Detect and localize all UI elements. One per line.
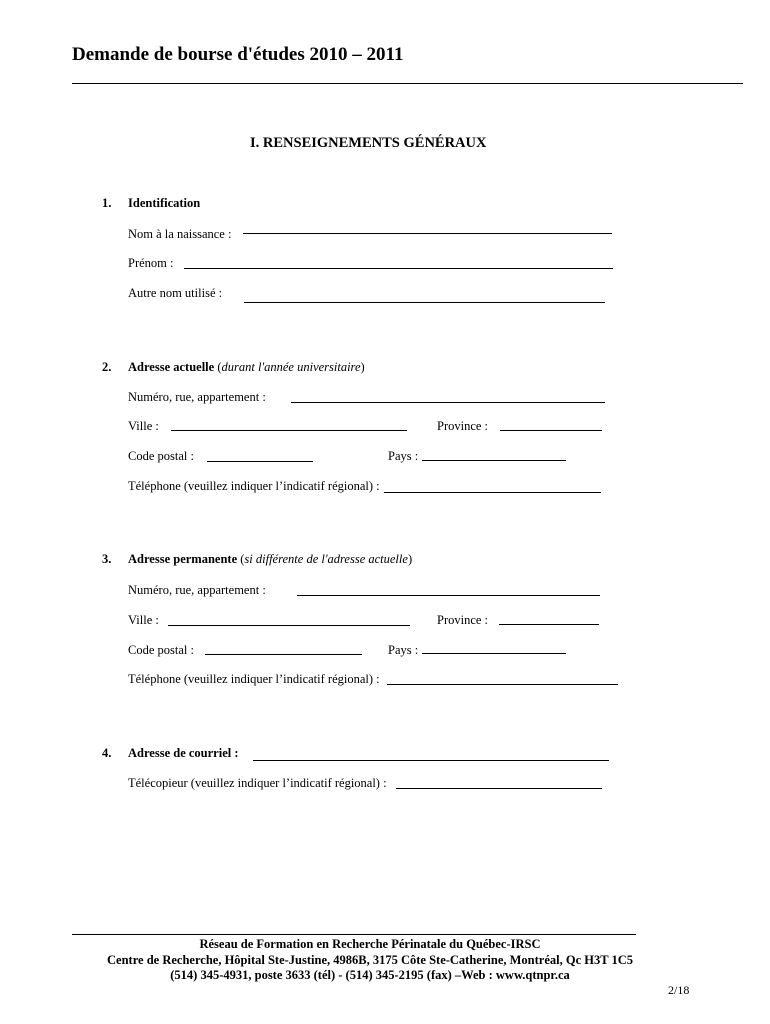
permanent-city-field[interactable] [168, 625, 410, 626]
footer-divider [72, 934, 636, 935]
permanent-city-label: Ville : [128, 613, 159, 627]
section-title: I. RENSEIGNEMENTS GÉNÉRAUX [250, 135, 487, 151]
section-2-number: 2. [102, 360, 112, 374]
permanent-phone-label: Téléphone (veuillez indiquer l’indicatif régional) : [128, 672, 380, 686]
footer-organization: Réseau de Formation en Recherche Périnatale du Québec-IRSC [199, 937, 541, 951]
section-3-heading-text: Adresse permanente [128, 552, 238, 566]
section-4-heading [128, 746, 239, 761]
section-1-heading-text: Identification [128, 196, 201, 210]
current-province-label: Province : [437, 419, 489, 433]
section-2-heading: Adresse actuelle (durant l'année universitaire) [128, 360, 365, 374]
permanent-country-field[interactable] [422, 653, 566, 654]
permanent-province-field[interactable] [499, 624, 599, 625]
section-2-heading-text: Adresse actuelle [128, 360, 215, 374]
section-3-number: 3. [102, 552, 112, 566]
current-phone-label: Téléphone (veuillez indiquer l’indicatif régional) : [128, 479, 380, 493]
email-field[interactable] [253, 760, 609, 761]
title-divider [72, 83, 743, 84]
section-4-number: 4. [102, 746, 112, 760]
current-city-field[interactable] [171, 430, 407, 431]
other-name-field[interactable] [244, 302, 605, 303]
current-postal-field[interactable] [207, 461, 313, 462]
page-number: 2/18 [668, 983, 690, 997]
permanent-postal-label: Code postal : [128, 643, 194, 657]
birth-name-field[interactable] [243, 233, 612, 234]
permanent-street-label: Numéro, rue, appartement : [128, 583, 266, 597]
first-name-field[interactable] [184, 268, 613, 269]
other-name-label: Autre nom utilisé : [128, 286, 223, 300]
section-1-number: 1. [102, 196, 112, 210]
current-country-field[interactable] [422, 460, 566, 461]
fax-field[interactable] [396, 788, 602, 789]
birth-name-label: Nom à la naissance : [128, 227, 232, 241]
fax-label: Télécopieur (veuillez indiquer l’indicatif régional) : [128, 776, 387, 790]
email-label: Adresse de courriel : [128, 746, 239, 760]
current-phone-field[interactable] [384, 492, 601, 493]
current-street-label: Numéro, rue, appartement : [128, 390, 266, 404]
section-2-note: durant l'année universitaire [221, 360, 361, 374]
section-1-heading [128, 196, 200, 211]
current-postal-label: Code postal : [128, 449, 194, 463]
footer-address: Centre de Recherche, Hôpital Ste-Justine, 4986B, 3175 Côte Ste-Catherine, Montréal, Qc H3T 1C5 [107, 953, 633, 967]
permanent-postal-field[interactable] [205, 654, 362, 655]
permanent-street-field[interactable] [297, 595, 600, 596]
section-3-note: si différente de l'adresse actuelle [244, 552, 408, 566]
current-country-label: Pays : [388, 449, 419, 463]
section-3-heading: Adresse permanente (si différente de l'adresse actuelle) [128, 552, 413, 566]
current-city-label: Ville : [128, 419, 159, 433]
footer-contact: (514) 345-4931, poste 3633 (tél) - (514) 345-2195 (fax) –Web : www.qtnpr.ca [170, 968, 570, 982]
current-province-field[interactable] [500, 430, 602, 431]
current-street-field[interactable] [291, 402, 605, 403]
permanent-province-label: Province : [437, 613, 489, 627]
permanent-phone-field[interactable] [387, 684, 618, 685]
document-title: Demande de bourse d'études 2010 – 2011 [72, 44, 404, 65]
first-name-label: Prénom : [128, 256, 174, 270]
permanent-country-label: Pays : [388, 643, 419, 657]
